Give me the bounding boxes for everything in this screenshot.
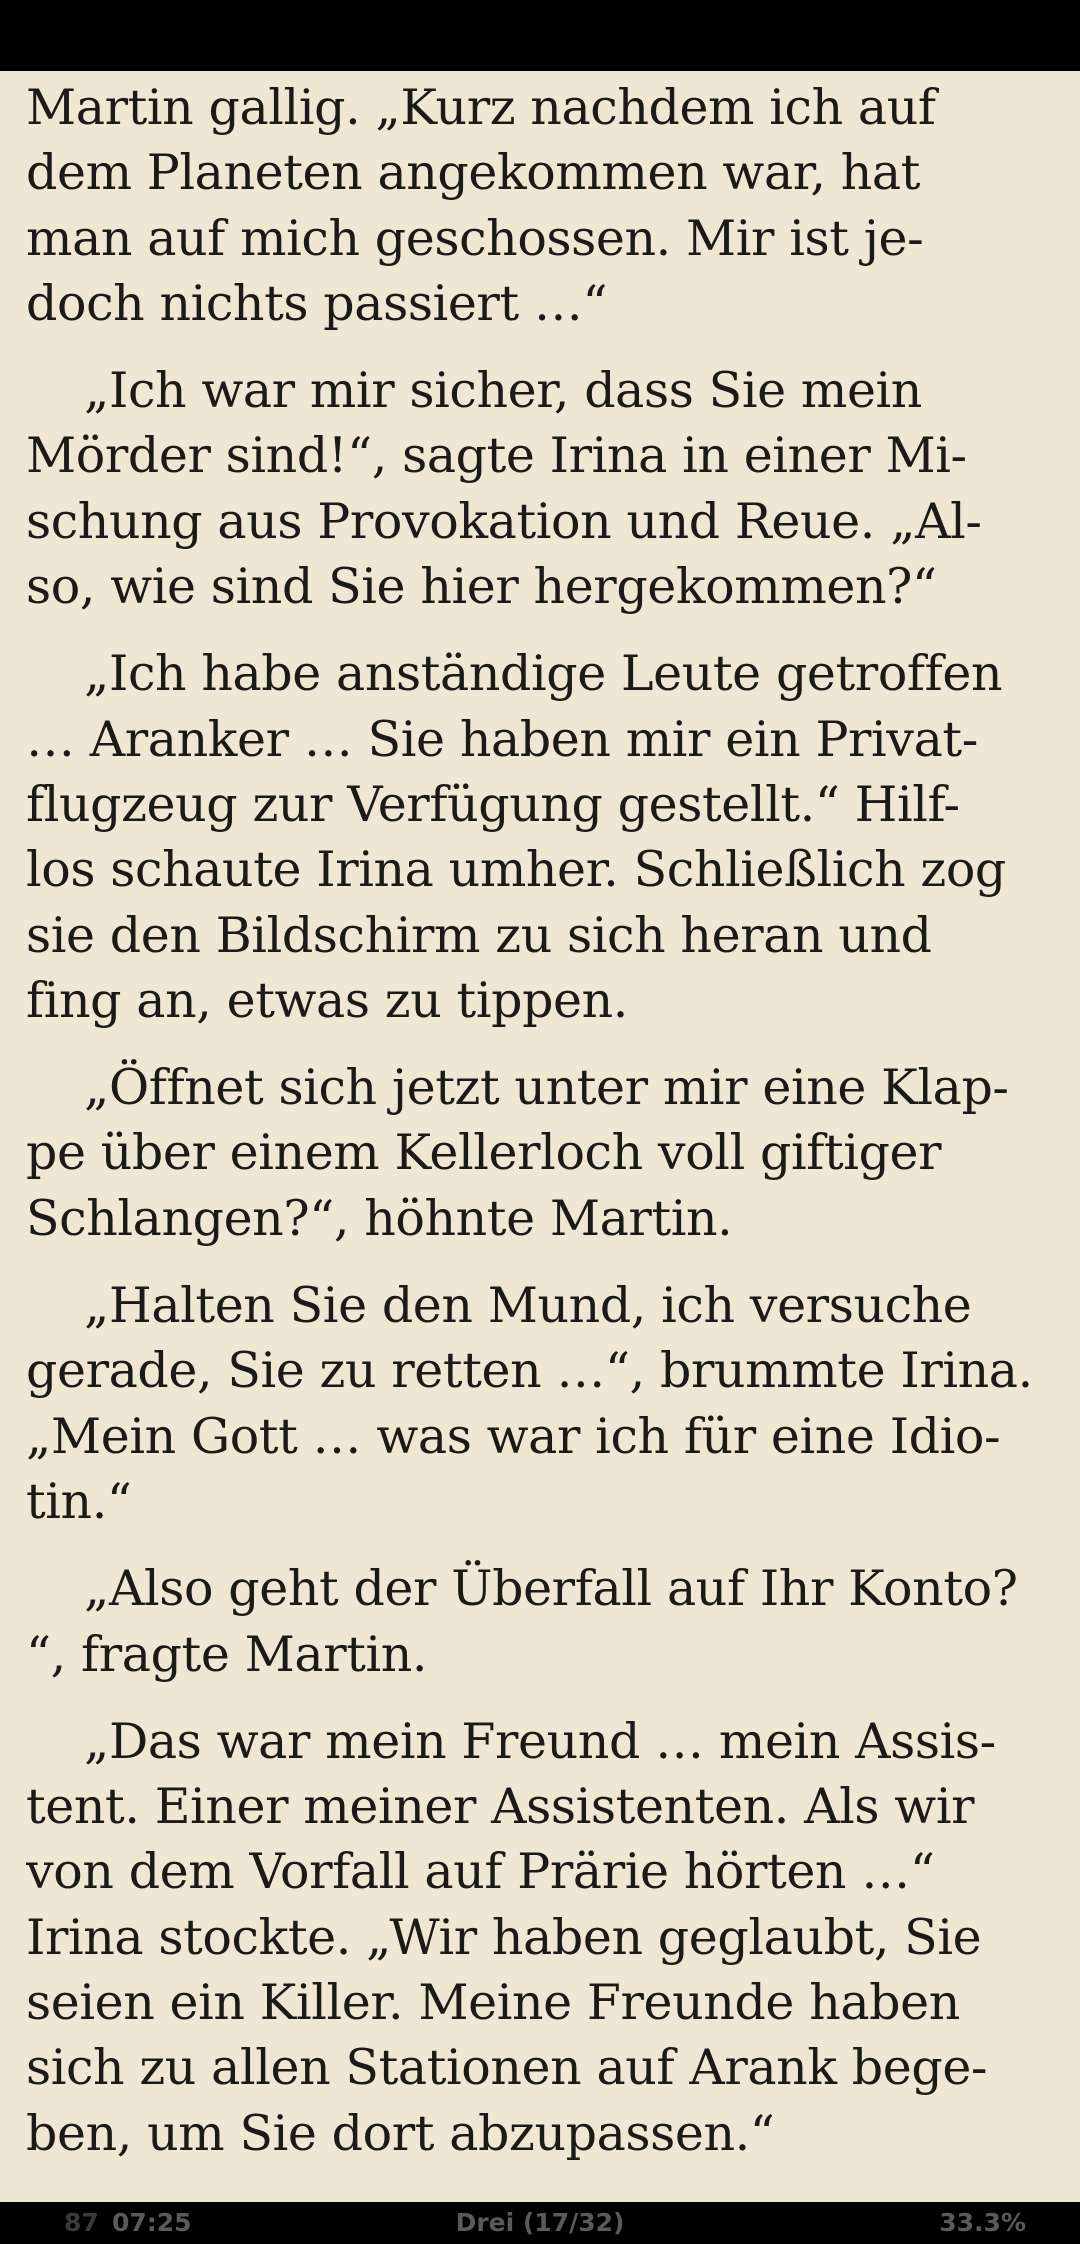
text-line: „Ich habe anständige Leute getroffen: [84, 645, 1003, 703]
paragraph: [26, 1556, 1058, 1687]
text-line: … Aranker … Sie haben mir ein Privat-: [26, 710, 978, 768]
text-line: ben, um Sie dort abzupassen.“: [26, 2104, 775, 2162]
chapter-indicator: Drei (17/32): [455, 2208, 625, 2237]
paragraph: [26, 1055, 1058, 1251]
text-line: tin.“: [26, 1472, 132, 1530]
text-line: “, fragte Martin.: [26, 1625, 428, 1683]
paragraph: [26, 75, 1058, 336]
text-line: flugzeug zur Verfügung gestellt.“ Hilf-: [26, 775, 960, 833]
text-line: tent. Einer meiner Assistenten. Als wir: [26, 1778, 975, 1836]
text-line: dem Planeten angekommen war, hat: [26, 144, 921, 202]
text-line: sie den Bildschirm zu sich heran und: [26, 906, 932, 964]
text-line: man auf mich geschossen. Mir ist je-: [26, 209, 924, 267]
paragraph: [26, 1273, 1058, 1534]
text-line: so, wie sind Sie hier hergekommen?“: [26, 558, 937, 616]
text-line: Mörder sind!“, sagte Irina in einer Mi-: [26, 427, 967, 485]
text-line: Martin gallig. „Kurz nachdem ich auf: [26, 79, 936, 136]
text-line: fing an, etwas zu tippen.: [26, 971, 628, 1029]
text-line: „Das war mein Freund … mein Assis-: [84, 1712, 996, 1770]
text-line: „Also geht der Überfall auf Ihr Konto?: [84, 1560, 1018, 1618]
text-line: „Ich war mir sicher, dass Sie mein: [84, 362, 922, 420]
text-line: von dem Vorfall auf Prärie hörten …“: [26, 1843, 935, 1901]
text-line: „Öffnet sich jetzt unter mir eine Klap-: [84, 1059, 1009, 1117]
text-line: pe über einem Kellerloch voll giftiger: [26, 1124, 942, 1182]
text-line: Schlangen?“, höhnte Martin.: [26, 1189, 733, 1247]
clock-time: 07:25: [112, 2208, 192, 2237]
text-line: schung aus Provokation und Reue. „Al-: [26, 492, 982, 550]
paragraph: [26, 1709, 1058, 2166]
text-line: Irina stockte. „Wir haben geglaubt, Sie: [26, 1908, 982, 1966]
battery-level: 87: [64, 2208, 99, 2237]
text-line: doch nichts passiert …“: [26, 274, 608, 332]
text-line: seien ein Killer. Meine Freunde haben: [26, 1974, 960, 2032]
text-line: sich zu allen Stationen auf Arank bege-: [26, 2039, 988, 2097]
paragraph: [26, 641, 1058, 1033]
text-line: gerade, Sie zu retten …“, brummte Irina.: [26, 1342, 1033, 1400]
text-line: „Halten Sie den Mund, ich versuche: [84, 1277, 972, 1335]
reader-footer: [0, 2202, 1080, 2244]
status-bar: [0, 0, 1080, 71]
text-line: „Mein Gott … was war ich für eine Idio-: [26, 1407, 1001, 1465]
paragraph: [26, 358, 1058, 619]
text-line: los schaute Irina umher. Schließlich zog: [26, 841, 1006, 899]
book-page-text[interactable]: [26, 75, 1058, 2195]
reading-progress: 33.3%: [939, 2208, 1026, 2237]
